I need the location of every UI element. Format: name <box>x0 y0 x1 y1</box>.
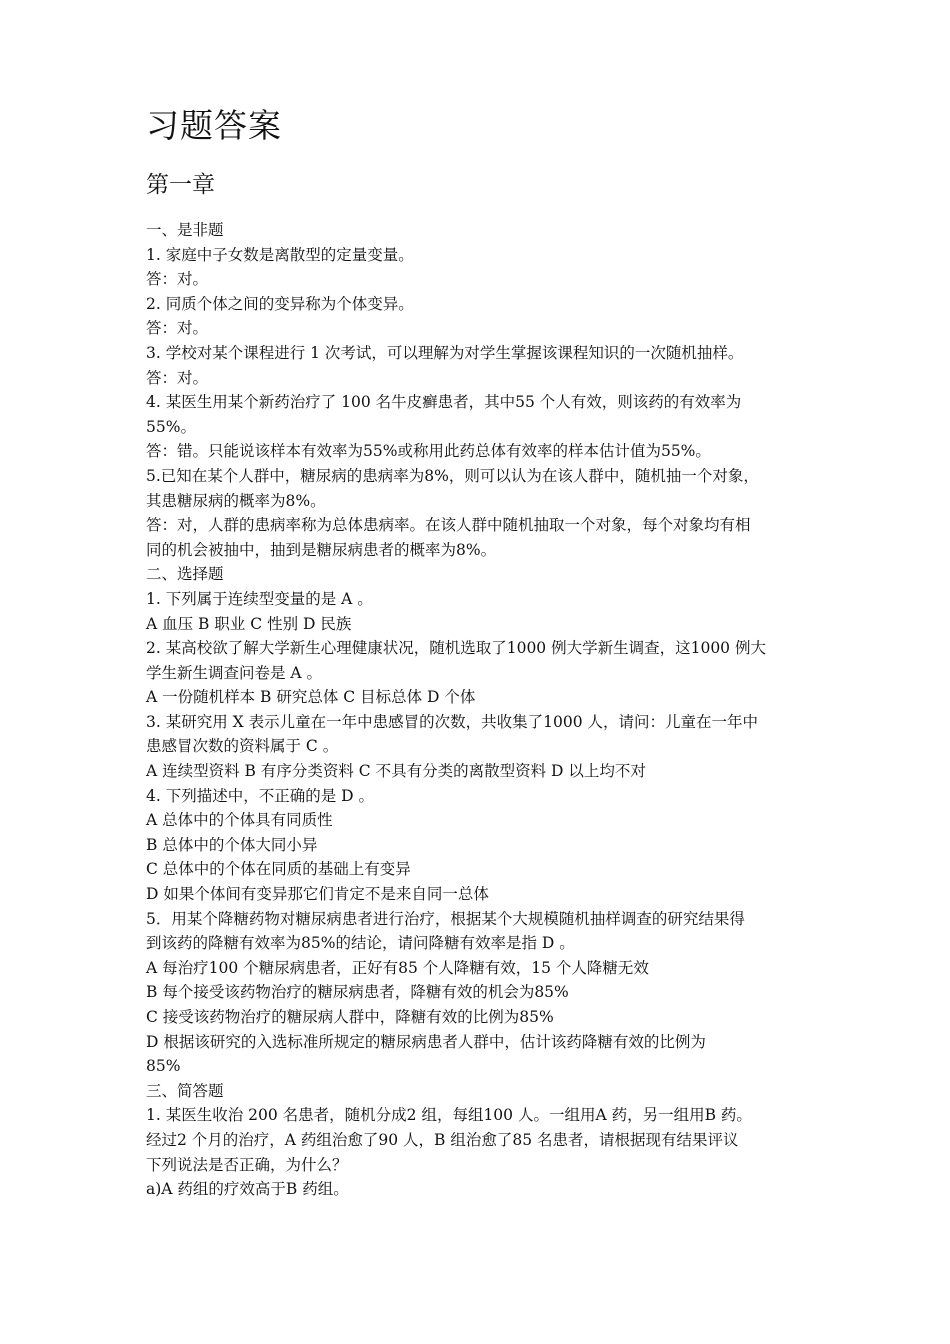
text-line: A 每治疗100 个糖尿病患者，正好有85 个人降糖有效，15 个人降糖无效 <box>146 958 649 977</box>
text-line: 患感冒次数的资料属于 C 。 <box>146 737 339 756</box>
text-line: D 如果个体间有变异那它们肯定不是来自同一总体 <box>146 885 489 904</box>
text-line: 3. 某研究用 X 表示儿童在一年中患感冒的次数，共收集了1000 人，请问：儿童在一年中 <box>146 712 758 731</box>
text-line: 2. 同质个体之间的变异称为个体变异。 <box>146 294 414 313</box>
text-line: A 血压 B 职业 C 性别 D 民族 <box>146 614 352 633</box>
text-line: B 总体中的个体大同小异 <box>146 835 318 854</box>
text-line: 下列说法是否正确，为什么？ <box>146 1155 348 1174</box>
text-line: 3. 学校对某个课程进行 1 次考试，可以理解为对学生掌握该课程知识的一次随机抽样。 <box>146 343 744 362</box>
text-line: 答：对。 <box>146 319 209 338</box>
text-line: 55%。 <box>146 417 196 436</box>
text-line: 5.已知在某个人群中，糖尿病的患病率为8%，则可以认为在该人群中，随机抽一个对象， <box>146 466 759 485</box>
text-line: 4. 某医生用某个新药治疗了 100 名牛皮癣患者，其中55 个人有效，则该药的有效率为 <box>146 393 742 412</box>
text-line: 1. 下列属于连续型变量的是 A 。 <box>146 589 373 608</box>
text-line: 1. 某医生收治 200 名患者，随机分成2 组，每组100 人。一组用A 药，另一组用B 药。 <box>146 1106 752 1125</box>
text-line: 5．用某个降糖药物对糖尿病患者进行治疗，根据某个大规模随机抽样调查的研究结果得 <box>146 909 745 928</box>
text-line: 二、选择题 <box>146 565 224 584</box>
text-line: A 连续型资料 B 有序分类资料 C 不具有分类的离散型资料 D 以上均不对 <box>146 762 646 781</box>
document-title: 习题答案 <box>146 106 282 145</box>
text-line: 三、简答题 <box>146 1081 224 1100</box>
text-line: A 总体中的个体具有同质性 <box>146 811 333 830</box>
text-line: 经过2 个月的治疗，A 药组治愈了90 人，B 组治愈了85 名患者，请根据现有结果评议 <box>146 1130 739 1149</box>
text-line: B 每个接受该药物治疗的糖尿病患者，降糖有效的机会为85% <box>146 983 569 1002</box>
text-line: A 一份随机样本 B 研究总体 C 目标总体 D 个体 <box>146 688 476 707</box>
text-line: D 根据该研究的入选标准所规定的糖尿病患者人群中，估计该药降糖有效的比例为 <box>146 1032 706 1051</box>
text-line: C 接受该药物治疗的糖尿病人群中，降糖有效的比例为85% <box>146 1008 554 1026</box>
text-line: 到该药的降糖有效率为85%的结论，请问降糖有效率是指 D 。 <box>146 934 575 953</box>
text-line: 答：错。只能说该样本有效率为55%或称用此药总体有效率的样本估计值为55%。 <box>146 442 711 461</box>
text-line: 一、是非题 <box>146 221 224 239</box>
document-page <box>146 106 806 1202</box>
document-body <box>146 218 806 1202</box>
text-line: 答：对，人群的患病率称为总体患病率。在该人群中随机抽取一个对象，每个对象均有相 <box>146 516 751 535</box>
text-line: 答：对。 <box>146 270 209 289</box>
chapter-heading: 第一章 <box>146 172 215 198</box>
text-line: 2. 某高校欲了解大学新生心理健康状况，随机选取了1000 例大学新生调查，这1000 例大 <box>146 639 766 658</box>
text-line: 85% <box>146 1057 181 1076</box>
text-line: 答：对。 <box>146 368 209 387</box>
text-line: 其患糖尿病的概率为8%。 <box>146 491 326 510</box>
text-line: a)A 药组的疗效高于B 药组。 <box>146 1180 349 1199</box>
text-line: 4. 下列描述中，不正确的是 D 。 <box>146 786 374 805</box>
text-line: C 总体中的个体在同质的基础上有变异 <box>146 860 411 879</box>
text-line: 同的机会被抽中，抽到是糖尿病患者的概率为8%。 <box>146 540 497 559</box>
text-line: 学生新生调查问卷是 A 。 <box>146 663 323 682</box>
text-line: 1. 家庭中子女数是离散型的定量变量。 <box>146 245 414 264</box>
